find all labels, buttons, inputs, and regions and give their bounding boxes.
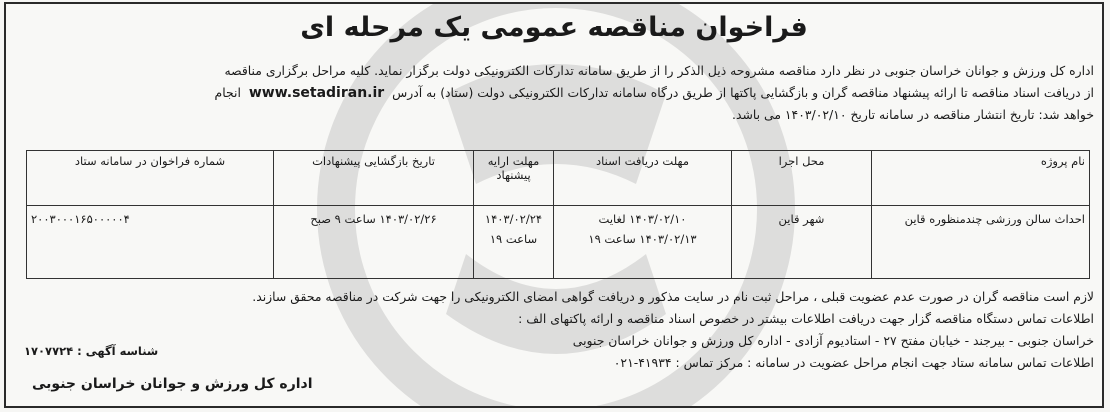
intro-paragraph (16, 60, 1094, 126)
header-tender-number: شماره فراخوان در سامانه ستاد (27, 151, 274, 206)
cell-project-name: احداث سالن ورزشی چندمنظوره قاین (872, 206, 1090, 279)
cell-opening-date: ۱۴۰۳/۰۲/۲۶ ساعت ۹ صبح (274, 206, 474, 279)
ad-identifier: شناسه آگهی : ۱۷۰۷۷۲۴ (24, 344, 159, 358)
tender-notice (4, 2, 1104, 408)
contact-info-heading: اطلاعات تماس دستگاه مناقصه گزار جهت دریافت اطلاعات بیشتر در خصوص اسناد مناقصه و ارائه پاکتهای الف : (518, 311, 1094, 326)
intro-line-2 (16, 82, 1094, 104)
setad-contact-center: اطلاعات تماس سامانه ستاد جهت انجام مراحل عضویت در سامانه : مرکز تماس : ۴۱۹۳۴-۰۲۱ (613, 355, 1094, 370)
setad-url-link[interactable]: www.setadiran.ir (248, 85, 385, 101)
cell-offer-deadline-time: ساعت ۱۹ (489, 232, 538, 246)
intro-line-1: اداره کل ورزش و جوانان خراسان جنوبی در نظر دارد مناقصه مشروحه ذیل الذکر را از طریق سامانه تدارکات الکترونیکی دولت برگزار نماید. کلیه مراحل برگزاری مناقصه (224, 63, 1094, 78)
header-offer-deadline: مهلت ارایه پیشنهاد (474, 151, 554, 206)
header-doc-deadline: مهلت دریافت اسناد (554, 151, 732, 206)
header-location: محل اجرا (732, 151, 872, 206)
table-row (27, 206, 1090, 279)
contact-paragraph (20, 286, 1094, 374)
tender-table (26, 150, 1090, 279)
cell-doc-deadline-start: ۱۴۰۳/۰۲/۱۰ لغایت (598, 212, 687, 226)
header-opening-date: تاریخ بازگشایی پیشنهادات (274, 151, 474, 206)
cell-tender-number: ۲۰۰۳۰۰۰۱۶۵۰۰۰۰۰۴ (27, 206, 274, 279)
intro-line-3: خواهد شد: تاریخ انتشار مناقصه در سامانه تاریخ ۱۴۰۳/۰۲/۱۰ می باشد. (732, 107, 1094, 122)
notice-title: فراخوان مناقصه عمومی یک مرحله ای (300, 12, 808, 43)
cell-doc-deadline (554, 206, 732, 279)
cell-doc-deadline-end: ۱۴۰۳/۰۲/۱۳ ساعت ۱۹ (588, 232, 697, 246)
cell-offer-deadline (474, 206, 554, 279)
membership-note: لازم است مناقصه گران در صورت عدم عضویت قبلی ، مراحل ثبت نام در سایت مذکور و دریافت گواهی امضای الکترونیکی را جهت شرکت در مناقصه محقق سازند. (252, 289, 1094, 304)
cell-offer-deadline-date: ۱۴۰۳/۰۲/۲۴ (484, 212, 543, 226)
organization-signature: اداره کل ورزش و جوانان خراسان جنوبی (32, 376, 313, 392)
intro-line-2-end: انجام (214, 85, 241, 100)
contact-address: خراسان جنوبی - بیرجند - خیابان مفتح ۲۷ - استادیوم آزادی - اداره کل ورزش و جوانان خراسان جنوبی (572, 333, 1094, 348)
cell-location: شهر قاین (732, 206, 872, 279)
intro-line-2-text: از دریافت اسناد مناقصه تا ارائه پیشنهاد مناقصه گران و بازگشایی پاکتها از طریق درگاه سامانه تدارکات الکترونیکی دولت (ستاد) به آدرس (392, 85, 1094, 100)
header-project-name: نام پروژه (872, 151, 1090, 206)
table-header-row (27, 151, 1090, 206)
